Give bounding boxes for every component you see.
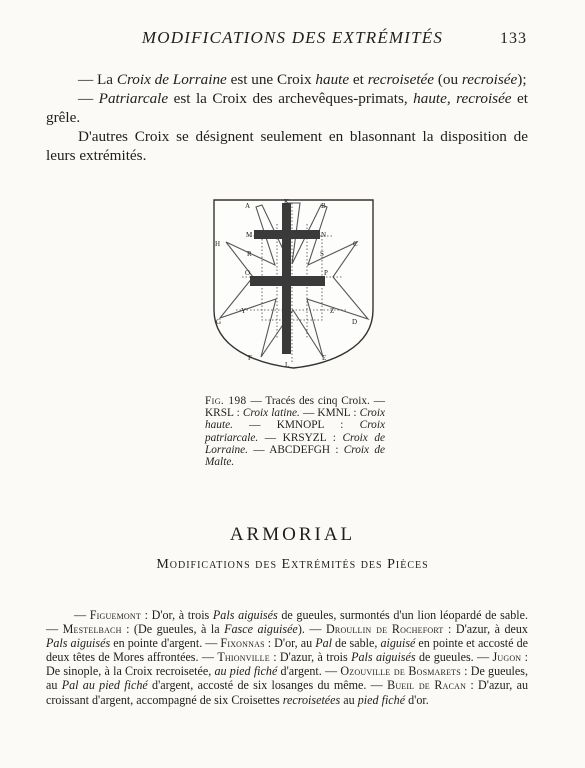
point-label-b: B — [321, 202, 326, 210]
armorial-entries: — Figuemont : D'or, à trois Pals aiguisés de gueules, surmontés d'un lion léopardé de sable. — Mestelbach : (De gueules, à la Fasce aiguisée). — Droullin de Rochefort : D'azur, à deux Pals aiguisés en pointe d'argent. — Fixonnas : D'or, au Pal de sable, aiguisé en pointe et accosté de deux têtes de Mores affrontées. — Thionville : D'azur, à trois Pals aiguisés de gueules. — Jugon : De sinople, à la Croix recroisetée, au pied fiché d'argent. — Ozouville de Bosmarets : De gueules, au Pal au pied fiché d'argent, accosté de six losanges du même. — Bueil de Racan : D'azur, au croissant d'argent, accompagné de six Croisettes recroisetées au pied fiché d'or. — [46, 608, 529, 707]
armorial-subtitle: Modifications des Extrémités des Pièces — [156, 557, 429, 572]
entry-name-thionville: Thionville — [217, 650, 270, 665]
point-label-r: R — [247, 250, 252, 258]
entry-name-fixonnas: Fixonnas — [220, 636, 265, 651]
entry-name-bueil: Bueil de Racan — [387, 678, 467, 693]
point-label-z: Z — [330, 307, 335, 315]
intro-text — [46, 70, 528, 165]
point-label-p: P — [324, 269, 328, 277]
paragraph-croix-lorraine: — La Croix de Lorraine est une Croix haute et recroisetée (ou recroisée); — [78, 71, 527, 88]
figure-shield — [212, 198, 375, 370]
point-label-o: O — [245, 269, 251, 277]
page-number: 133 — [500, 30, 527, 47]
entry-name-droullin: Droullin de Rochefort — [325, 622, 444, 637]
paragraph-patriarcale: — Patriarcale est la Croix des archevêques-primats, haute, recroisée et grêle. — [46, 90, 529, 126]
point-label-m: M — [246, 231, 253, 239]
entry-name-jugon: Jugon — [492, 650, 522, 665]
paragraph-autres-croix: D'autres Croix se désignent seulement en blasonnant la disposition de leurs extrémités. — [46, 128, 528, 164]
point-label-a: A — [245, 202, 251, 210]
point-label-c: C — [353, 240, 358, 248]
point-label-k: K — [284, 198, 290, 206]
shield-diagram — [212, 198, 375, 370]
point-label-d: D — [352, 318, 358, 326]
point-label-f: F — [248, 354, 252, 362]
running-header-title: MODIFICATIONS DES EXTRÉMITÉS — [141, 28, 444, 47]
point-label-h: H — [215, 240, 221, 248]
point-label-n: N — [321, 231, 327, 239]
point-label-e: E — [322, 354, 327, 362]
point-label-y: Y — [241, 307, 247, 315]
point-label-s: S — [320, 250, 324, 258]
armorial-title: ARMORIAL — [229, 524, 356, 545]
entry-name-ozouville: Ozouville de Bosmarets — [340, 664, 461, 679]
entry-name-mestelbach: Mestelbach — [62, 622, 122, 637]
figure-caption: Fig. 198 — Tracés des cinq Croix. — KRSL : Croix latine. — KMNL : Croix haute. — KMNOPL : Croix patriarcale. — KRSYZL : Croix de Lorraine. — ABCDEFGH : Croix de Malte. — [205, 395, 385, 469]
point-label-l: L — [285, 361, 290, 369]
point-label-g: G — [216, 318, 222, 326]
entry-name-figuemont: Figuemont — [89, 608, 141, 622]
